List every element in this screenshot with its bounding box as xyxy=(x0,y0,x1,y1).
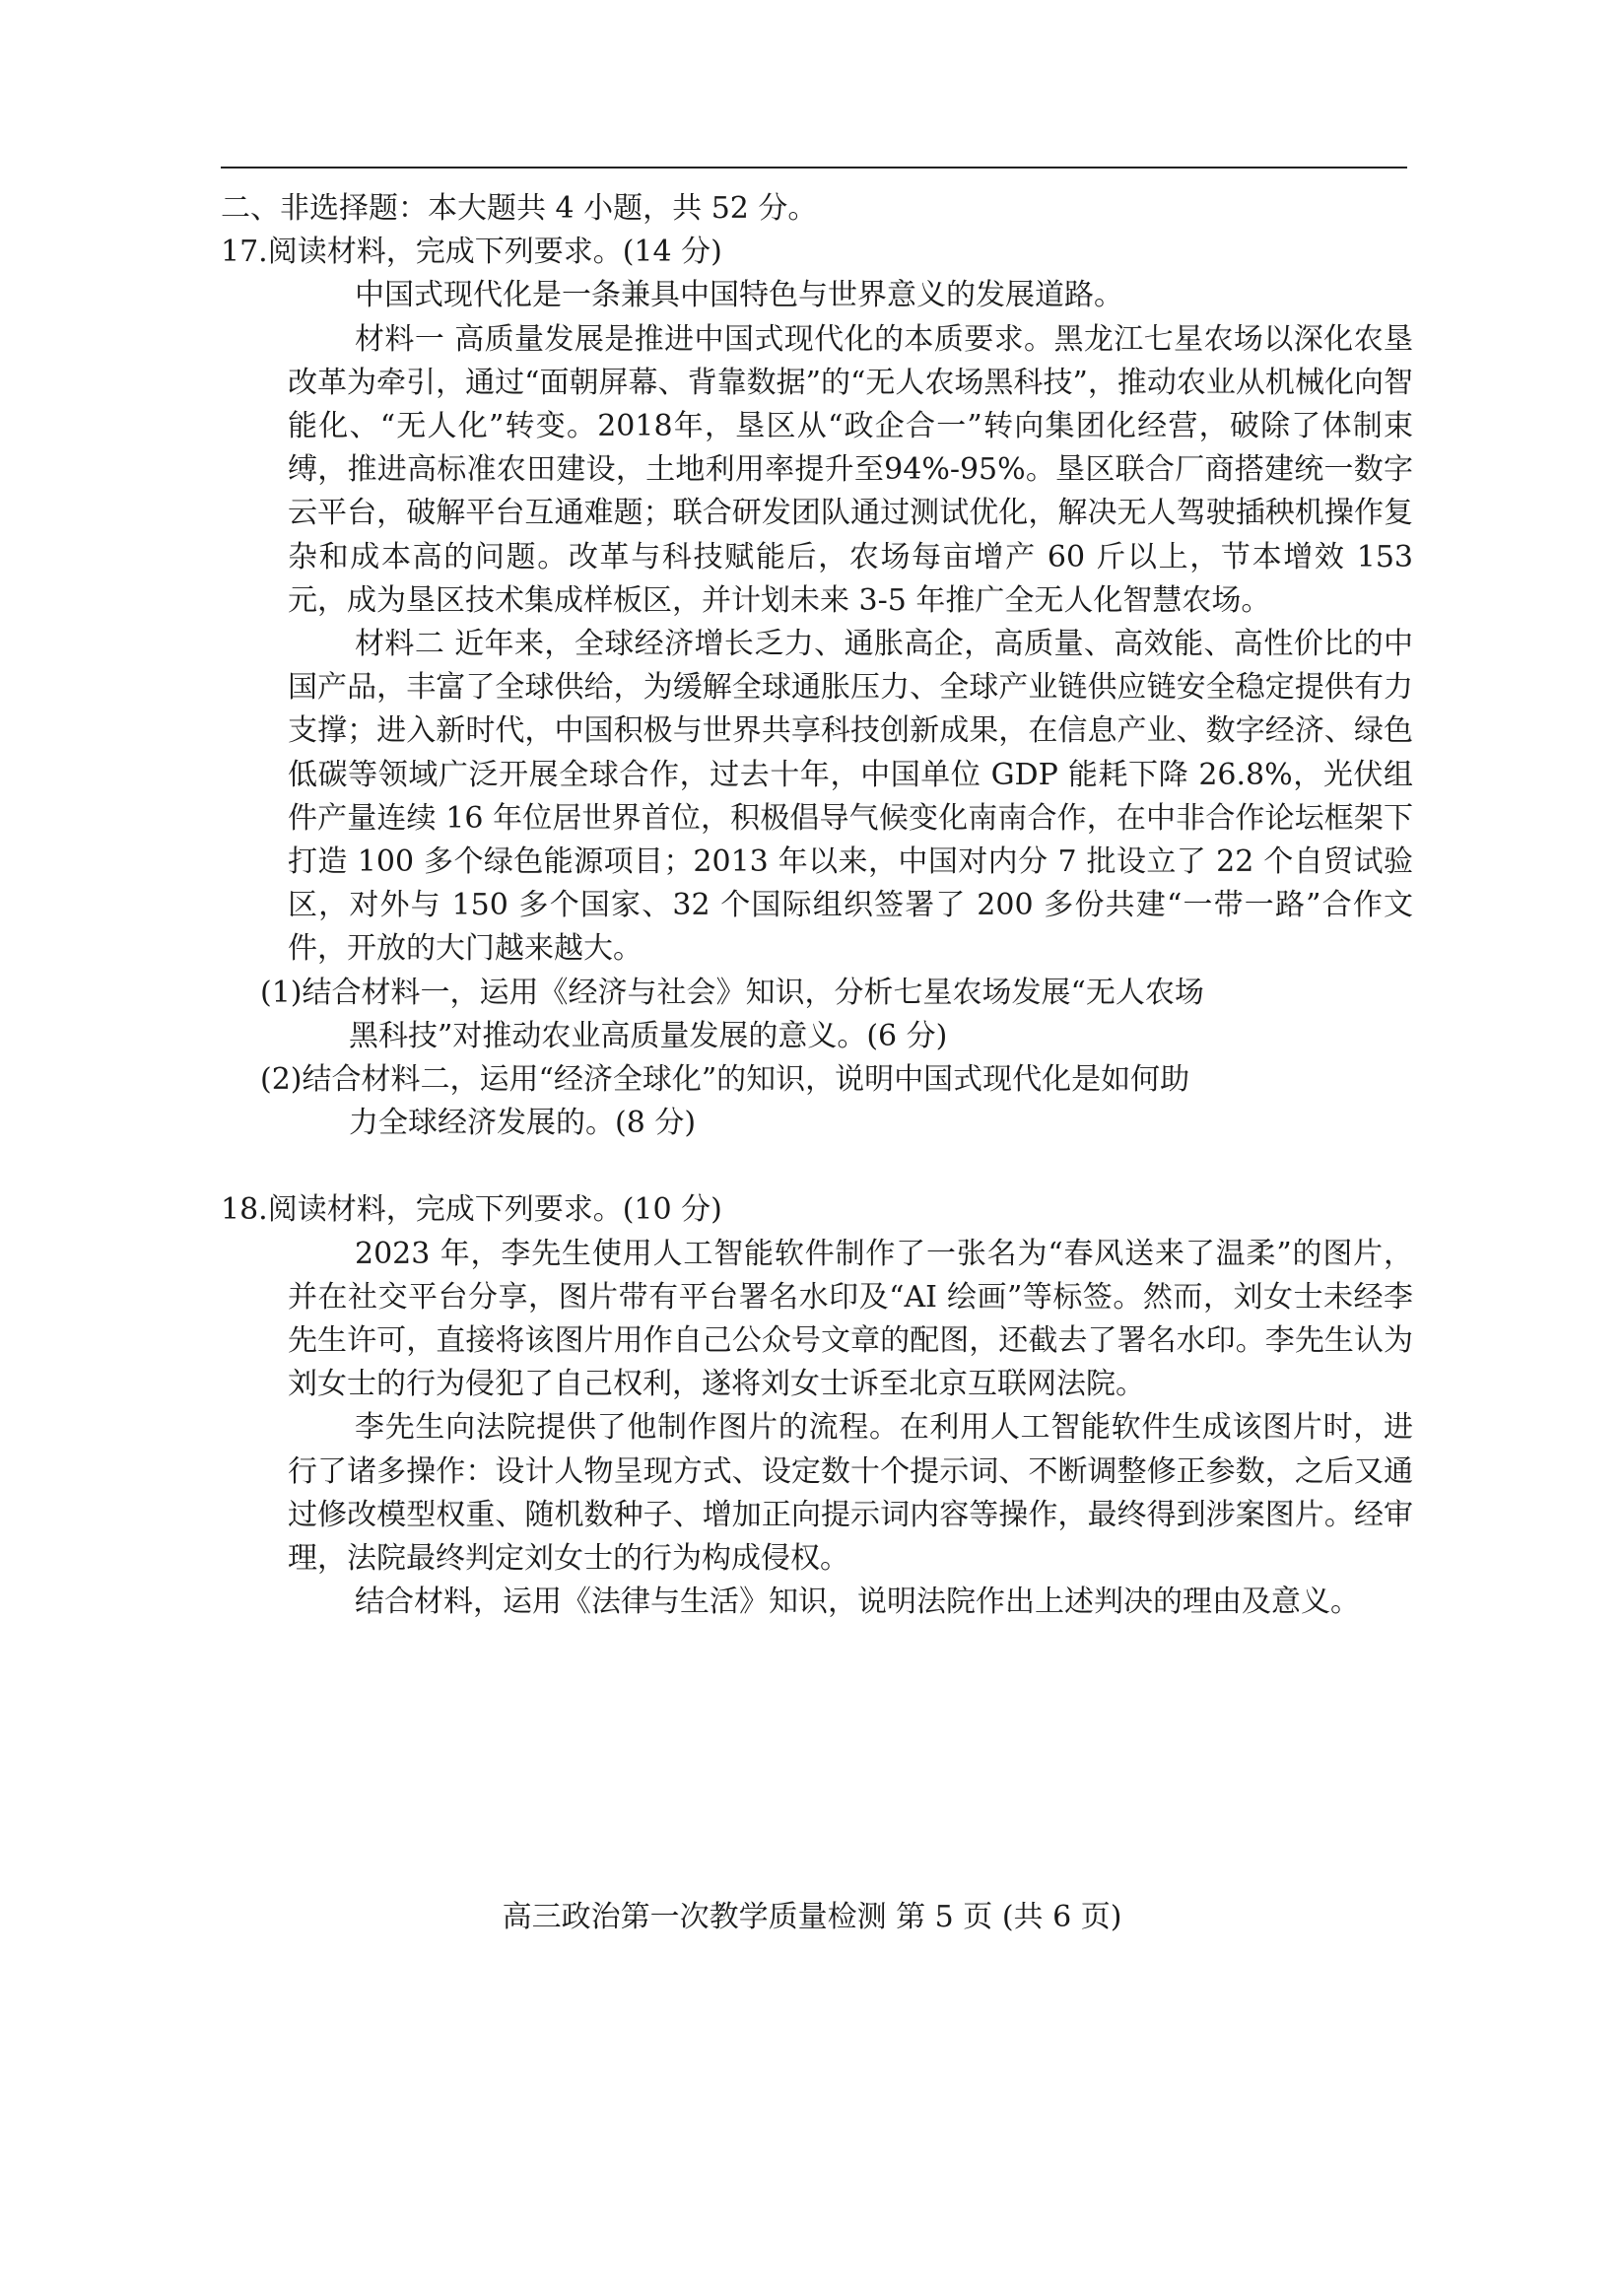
q17-material-1: 材料一 高质量发展是推进中国式现代化的本质要求。黑龙江七星农场以深化农垦改革为牵引，通过“面朝屏幕、背靠数据”的“无人农场黑科技”，推动农业从机械化向智能化、“无人化”转变。2018年，垦区从“政企合一”转向集团化经营，破除了体制束缚，推进高标准农田建设，土地利用率提升至94%-95%。垦区联合厂商搭建统一数字云平台，破解平台互通难题；联合研发团队通过测试优化，解决无人驾驶插秧机操作复杂和成本高的问题。改革与科技赋能后，农场每亩增产 60 斤以上，节本增效 153 元，成为垦区技术集成样板区，并计划未来 3-5 年推广全无人化智慧农场。 xyxy=(288,321,1413,618)
header-rule xyxy=(221,167,1407,169)
page-footer: 高三政治第一次教学质量检测 第 5 页 (共 6 页) xyxy=(502,1900,1122,1934)
q17-material-2: 材料二 近年来，全球经济增长乏力、通胀高企，高质量、高效能、高性价比的中国产品，丰富了全球供给，为缓解全球通胀压力、全球产业链供应链安全稳定提供有力支撑；进入新时代，中国积极与世界共享科技创新成果，在信息产业、数字经济、绿色低碳等领域广泛开展全球合作，过去十年，中国单位 GDP 能耗下降 26.8%，光伏组件产量连续 16 年位居世界首位，积极倡导气候变化南南合作，在中非合作论坛框架下打造 100 多个绿色能源项目；2013 年以来，中国对内分 7 批设立了 22 个自贸试验区，对外与 150 多个国家、32 个国际组织签署了 200 多份共建“一带一路”合作文件，开放的大门越来越大。 xyxy=(288,627,1413,967)
q17-subquestion-2-line-1: (2)结合材料二，运用“经济全球化”的知识，说明中国式现代化是如何助 xyxy=(260,1062,1190,1098)
question-18-body xyxy=(221,1233,1413,1625)
question-17-label: 17.阅读材料，完成下列要求。(14 分) xyxy=(221,235,722,270)
section-heading: 二、非选择题：本大题共 4 小题，共 52 分。 xyxy=(221,191,818,226)
q18-paragraph-2: 李先生向法院提供了他制作图片的流程。在利用人工智能软件生成该图片时，进行了诸多操作：设计人物呈现方式、设定数十个提示词、不断调整修正参数，之后又通过修改模型权重、随机数种子、增加正向提示词内容等操作，最终得到涉案图片。经审理，法院最终判定刘女士的行为构成侵权。 xyxy=(288,1410,1413,1577)
page-content xyxy=(221,187,1413,1625)
q17-intro-text: 中国式现代化是一条兼具中国特色与世界意义的发展道路。 xyxy=(355,278,1123,313)
question-17-intro xyxy=(221,274,1413,971)
q17-subquestion-1-line-1: (1)结合材料一，运用《经济与社会》知识，分析七星农场发展“无人农场 xyxy=(260,975,1204,1010)
spacer xyxy=(221,1145,1413,1188)
q17-subquestion-1-line-2: 黑科技”对推动农业高质量发展的意义。(6 分) xyxy=(349,1018,948,1053)
question-18-label: 18.阅读材料，完成下列要求。(10 分) xyxy=(221,1192,722,1228)
q18-paragraph-1: 2023 年，李先生使用人工智能软件制作了一张名为“春风送来了温柔”的图片，并在社交平台分享，图片带有平台署名水印及“AI 绘画”等标签。然而，刘女士未经李先生许可，直接将该图片用作自己公众号文章的配图，还截去了署名水印。李先生认为刘女士的行为侵犯了自己权利，遂将刘女士诉至北京互联网法院。 xyxy=(288,1236,1413,1402)
q18-paragraph-3: 结合材料，运用《法律与生活》知识，说明法院作出上述判决的理由及意义。 xyxy=(355,1585,1360,1620)
q17-subquestion-2-line-2: 力全球经济发展的。(8 分) xyxy=(349,1106,697,1141)
